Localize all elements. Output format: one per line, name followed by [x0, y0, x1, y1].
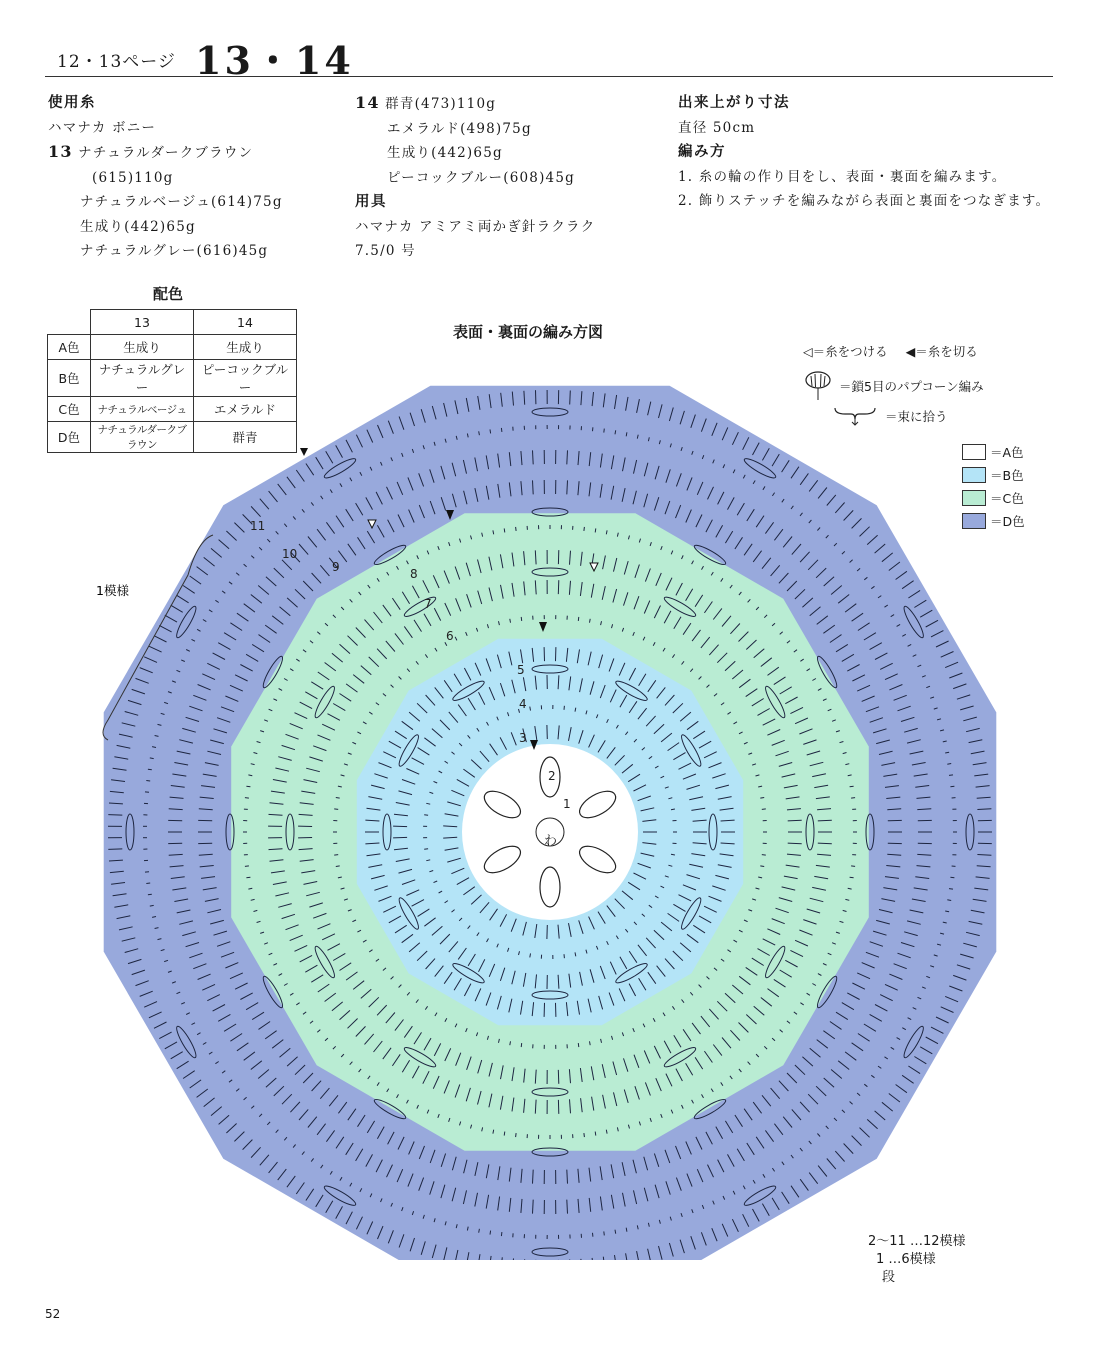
stitch-mark — [604, 1231, 605, 1235]
stitch-mark — [567, 1200, 568, 1214]
row-label: A色 — [48, 335, 91, 360]
tools-line2: 7.5/0 号 — [355, 243, 416, 259]
header-14: 14 — [194, 310, 297, 335]
set14-line4: ピーコックブルー(608)45g — [387, 169, 575, 186]
stitch-mark — [148, 769, 152, 770]
stitch-mark — [570, 391, 571, 405]
stitch-mark — [530, 953, 531, 957]
page-reference: 12・13ページ — [57, 52, 176, 72]
legend-popcorn: ＝鎖5目のパプコーン編み — [839, 379, 984, 394]
stitch-mark — [108, 815, 122, 816]
round-label-3: 3 — [519, 731, 527, 745]
stitch-mark — [501, 428, 502, 432]
stitch-mark — [246, 786, 250, 787]
stitch-mark — [626, 1228, 627, 1232]
stitch-mark — [334, 855, 338, 856]
page-number: 52 — [45, 1307, 61, 1321]
set13-number: 13 — [48, 142, 73, 161]
note-line2: 1 …6模様 — [876, 1252, 936, 1267]
set13-line2: ナチュラルベージュ(614)75g — [80, 194, 283, 210]
stitch-mark — [977, 855, 991, 856]
round-label-6: 6 — [446, 629, 454, 643]
stitch-mark — [336, 866, 340, 867]
stitch-mark — [245, 798, 249, 799]
stitch-mark — [530, 707, 531, 711]
color-rings — [104, 386, 997, 1260]
table-row — [48, 335, 297, 360]
stitch-mark — [393, 837, 407, 838]
set14-line2: エメラルド(498)75g — [387, 120, 532, 137]
stitch-mark — [521, 1043, 522, 1047]
stitch-mark — [578, 1043, 579, 1047]
stitch-mark — [851, 866, 855, 867]
round-notes — [868, 1233, 966, 1287]
stitch-mark — [590, 1041, 591, 1045]
stitch-mark — [977, 809, 991, 810]
method-step2: 2. 飾りステッチを編みながら表面と裏面をつなぎます。 — [678, 193, 1051, 209]
stitch-mark — [504, 528, 505, 532]
set14-color1: 群青(473)110g — [385, 96, 497, 112]
stitch-mark — [146, 781, 150, 782]
cell-13: 生成り — [91, 335, 194, 360]
cell-14: エメラルド — [194, 397, 297, 422]
stitch-mark — [567, 450, 568, 464]
stitch-mark — [146, 883, 150, 884]
stitch-mark — [595, 1132, 596, 1136]
stitch-mark — [424, 849, 428, 850]
yarn-set14-section — [355, 91, 655, 264]
swatch-label: ＝B色 — [990, 467, 1024, 483]
stitch-mark — [626, 432, 627, 436]
stitch-mark — [533, 1200, 534, 1214]
stitch-mark — [150, 905, 154, 906]
stitch-mark — [851, 798, 855, 799]
tools-line1: ハマナカ アミアミ両かぎ針ラクラク — [355, 218, 596, 235]
stitch-mark — [947, 764, 951, 765]
stitch-mark — [949, 889, 953, 890]
stitch-mark — [760, 798, 764, 799]
size-heading: 出来上がり寸法 — [678, 94, 790, 111]
stitch-mark — [950, 877, 954, 878]
round-label-7: 7 — [424, 597, 432, 611]
note-line3: 段 — [882, 1270, 896, 1285]
stitch-mark — [590, 619, 591, 623]
stitch-mark — [850, 786, 854, 787]
row-label: B色 — [48, 360, 91, 397]
row-label: C色 — [48, 397, 91, 422]
set14-line3: 生成り(442)65g — [387, 145, 503, 161]
set13-color1: ナチュラルダークブラウン — [78, 145, 254, 161]
stitch-mark — [490, 429, 491, 433]
crochet-chart — [78, 360, 1028, 1260]
cell-13: ナチュラルベージュ — [91, 397, 194, 422]
method-step1: 1. 糸の輪の作り目をし、表面・裏面を編みます。 — [678, 168, 1007, 185]
stitch-mark — [762, 809, 766, 810]
color-table-header — [48, 310, 297, 335]
swatch-label: ＝C色 — [990, 490, 1024, 506]
yarn-section — [48, 91, 348, 264]
stitch-mark — [533, 450, 534, 464]
stitch-mark — [762, 855, 766, 856]
round-label-8: 8 — [410, 567, 418, 581]
set14-number: 14 — [355, 93, 380, 112]
stitch-mark — [510, 619, 511, 623]
cell-13: ナチュラルグレー — [91, 360, 194, 397]
stitch-mark — [479, 431, 480, 435]
round-label-4: 4 — [519, 697, 527, 711]
diagram-title: 表面・裏面の編み方図 — [453, 323, 604, 341]
stitch-mark — [567, 1170, 568, 1184]
stitch-mark — [393, 826, 407, 827]
stitch-mark — [516, 1133, 517, 1137]
stitch-mark — [615, 1230, 616, 1234]
round-label-9: 9 — [332, 560, 340, 574]
stitch-mark — [788, 843, 802, 844]
swatch-label: ＝A色 — [990, 444, 1024, 460]
yarn-brand: ハマナカ ボニー — [48, 119, 157, 136]
stitch-mark — [567, 480, 568, 494]
stitch-mark — [246, 877, 250, 878]
stitch-mark — [501, 1232, 502, 1236]
stitch-mark — [504, 1132, 505, 1136]
legend-cut: ◀＝糸を切る — [905, 344, 978, 359]
cell-14: ピーコックブルー — [194, 360, 297, 397]
cell-14: 生成り — [194, 335, 297, 360]
center-ring-label: わ — [544, 834, 558, 849]
stitch-mark — [949, 775, 953, 776]
stitch-mark — [578, 617, 579, 621]
stitch-mark — [245, 866, 249, 867]
finish-section — [678, 91, 1078, 214]
stitch-mark — [334, 809, 338, 810]
stitch-mark — [671, 854, 675, 855]
stitch-mark — [947, 900, 951, 901]
stitch-mark — [558, 580, 559, 594]
header-13: 13 — [91, 310, 194, 335]
stitch-mark — [850, 877, 854, 878]
method-heading: 編み方 — [678, 143, 726, 160]
stitch-mark — [336, 798, 340, 799]
round-label-5: 5 — [517, 663, 525, 677]
stitch-mark — [490, 1231, 491, 1235]
stitch-mark — [595, 528, 596, 532]
stitch-mark — [516, 527, 517, 531]
legend-attach-cut — [803, 342, 978, 360]
round-label-10: 10 — [282, 547, 298, 561]
size-value: 直径 50cm — [678, 119, 756, 136]
legend-bundle: ＝束に拾う — [885, 409, 948, 424]
stitch-mark — [424, 815, 428, 816]
stitch-mark — [788, 820, 802, 821]
cell-14: 群青 — [194, 422, 297, 453]
note-line1: 2～11 …12模様 — [868, 1234, 966, 1249]
stitch-mark — [584, 527, 585, 531]
tools-heading: 用具 — [355, 193, 387, 210]
stitch-mark — [108, 849, 122, 850]
stitch-mark — [615, 430, 616, 434]
stitch-mark — [584, 1133, 585, 1137]
stitch-mark — [533, 480, 534, 494]
cell-13: ナチュラルダークブラウン — [91, 422, 194, 453]
stitch-mark — [150, 758, 154, 759]
swatch-label: ＝D色 — [990, 513, 1025, 529]
stitch-mark — [604, 429, 605, 433]
header-rule — [45, 76, 1053, 77]
stitch-mark — [510, 1041, 511, 1045]
repeat-label: 1模様 — [96, 583, 129, 598]
stitch-mark — [818, 820, 832, 821]
stitch-mark — [521, 617, 522, 621]
round-label-2: 2 — [548, 769, 556, 783]
set13-line1 — [48, 140, 348, 166]
stitch-mark — [479, 1229, 480, 1233]
stitch-mark — [760, 866, 764, 867]
yarn-heading: 使用糸 — [48, 94, 96, 111]
cut-marker-icon — [300, 448, 308, 456]
round-label-11: 11 — [250, 519, 266, 533]
stitch-mark — [148, 894, 152, 895]
stitch-mark — [818, 843, 832, 844]
set13-line3: 生成り(442)65g — [80, 218, 196, 235]
color-table-title: 配色 — [153, 285, 184, 303]
stitch-mark — [533, 1170, 534, 1184]
stitch-mark — [950, 786, 954, 787]
pattern-title: 13・14 — [195, 38, 354, 83]
set14-line1 — [355, 91, 655, 117]
legend-attach: ◁＝糸をつける — [803, 344, 888, 359]
row-label: D色 — [48, 422, 91, 453]
set13-line1b: (615)110g — [92, 169, 174, 186]
stitch-mark — [558, 1070, 559, 1084]
round-label-1: 1 — [563, 797, 571, 811]
stitch-mark — [671, 809, 675, 810]
set13-line4: ナチュラルグレー(616)45g — [80, 243, 269, 259]
